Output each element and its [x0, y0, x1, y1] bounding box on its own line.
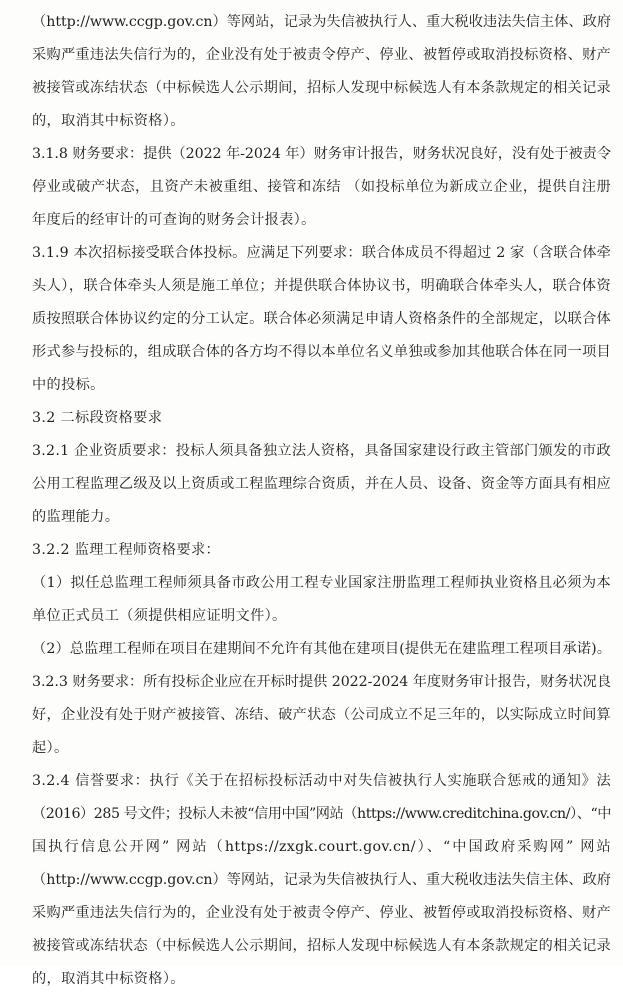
text-line: （http://www.ccgp.gov.cn）等网站，记录为失信被执行人、重大税收违法失信主体、政府	[32, 872, 611, 888]
text-line: 的监理能力。	[32, 509, 120, 525]
text-line: 3.1.8 财务要求：提供（2022 年-2024 年）财务审计报告，财务状况良好，没有处于被责令	[32, 146, 611, 162]
text-line: 被接管或冻结状态（中标候选人公示期间，招标人发现中标候选人有本条款规定的相关记录	[32, 938, 611, 954]
text-line: 形式参与投标的，组成联合体的各方均不得以本单位名义单独或参加其他联合体在同一项目	[32, 344, 611, 360]
document-body	[32, 6, 611, 996]
text-line: （2016）285 号文件；投标人未被“信用中国”网站（https://www.creditchina.gov.cn/）、“中	[32, 806, 611, 822]
text-line: 3.2 二标段资格要求	[32, 410, 163, 426]
text-line: 3.1.9 本次招标接受联合体投标。应满足下列要求：联合体成员不得超过 2 家（含联合体牵	[32, 245, 611, 261]
text-line: 国执行信息公开网” 网站（https://zxgk.court.gov.cn/）、“中国政府采购网” 网站	[32, 839, 611, 855]
text-line: 3.2.3 财务要求：所有投标企业应在开标时提供 2022-2024 年度财务审计报告，财务状况良	[32, 674, 611, 690]
text-line: 中的投标。	[32, 377, 105, 393]
text-line: （http://www.ccgp.gov.cn）等网站，记录为失信被执行人、重大税收违法失信主体、政府	[32, 14, 611, 30]
text-line: 年度后的经审计的可查询的财务会计报表）。	[32, 212, 316, 228]
text-line: 3.2.2 监理工程师资格要求：	[32, 542, 221, 558]
text-line: 被接管或冻结状态（中标候选人公示期间，招标人发现中标候选人有本条款规定的相关记录	[32, 80, 611, 96]
text-line: 公用工程监理乙级及以上资质或工程监理综合资质，并在人员、设备、资金等方面具有相应	[32, 476, 611, 492]
text-line: 头人），联合体牵头人须是施工单位；并提供联合体协议书，明确联合体牵头人，联合体资	[32, 278, 611, 294]
text-line: 起）。	[32, 740, 69, 756]
text-line: 的，取消其中标资格）。	[32, 971, 185, 987]
text-line: 的，取消其中标资格）。	[32, 113, 185, 129]
text-line: 采购严重违法失信行为的，企业没有处于被责令停产、停业、被暂停或取消投标资格、财产	[32, 905, 611, 921]
text-line: 3.2.4 信誉要求：执行《关于在招标投标活动中对失信被执行人实施联合惩戒的通知》法	[32, 773, 611, 789]
text-line: 采购严重违法失信行为的，企业没有处于被责令停产、停业、被暂停或取消投标资格、财产	[32, 47, 611, 63]
text-line: 停业或破产状态，且资产未被重组、接管和冻结 （如投标单位为新成立企业，提供自注册	[32, 179, 611, 195]
text-line: 3.2.1 企业资质要求：投标人须具备独立法人资格，具备国家建设行政主管部门颁发的市政	[32, 443, 611, 459]
text-line: 单位正式员工（须提供相应证明文件）。	[32, 608, 287, 624]
text-line: 好，企业没有处于财产被接管、冻结、破产状态（公司成立不足三年的，以实际成立时间算	[32, 707, 611, 723]
text-line: （1）拟任总监理工程师须具备市政公用工程专业国家注册监理工程师执业资格且必须为本	[32, 575, 611, 591]
text-line: 质按照联合体协议约定的分工认定。联合体必须满足申请人资格条件的全部规定，以联合体	[32, 311, 611, 327]
text-line: （2）总监理工程师在项目在建期间不允许有其他在建项目(提供无在建监理工程项目承诺)。	[32, 641, 611, 657]
